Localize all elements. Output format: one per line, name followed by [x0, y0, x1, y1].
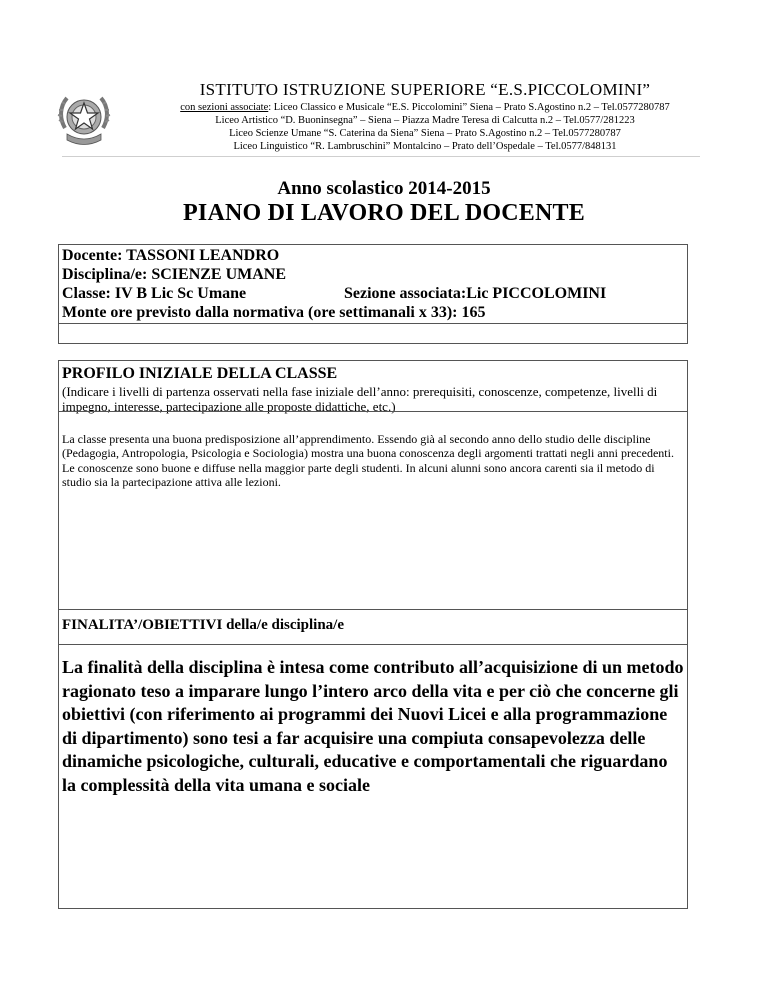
class-field: Classe: IV B Lic Sc Umane — [62, 285, 247, 302]
school-year: Anno scolastico 2014-2015 — [277, 178, 491, 199]
teacher-info-box — [58, 244, 688, 344]
class-profile-box — [58, 360, 688, 909]
profile-divider — [59, 411, 687, 412]
header-line-1 — [120, 101, 730, 115]
profile-heading: PROFILO INIZIALE DELLA CLASSE — [62, 365, 338, 382]
goals-text: La finalità della disciplina è intesa come contributo all’acquisizione di un metodo ragionato teso a imparare lungo l’intero arco della vita e per ciò che concerne gli obiettivi (con riferimento ai programmi dei Nuovi Licei e alla programmazione di dipartimento) sono tesi a far acquisire una compiuta consapevolezza delle dinamiche psicologiche, culturali, educative e comportamentali che riguardano la complessità della vita umana e sociale — [62, 657, 684, 795]
hours-field: Monte ore previsto dalla normativa (ore settimanali x 33): 165 — [62, 304, 486, 321]
teacher-field: Docente: TASSONI LEANDRO — [62, 247, 280, 264]
header-divider — [62, 156, 700, 157]
header-line-1-prefix: con sezioni associate — [180, 102, 269, 113]
discipline-field: Disciplina/e: SCIENZE UMANE — [62, 266, 287, 283]
institute-name: ISTITUTO ISTRUZIONE SUPERIORE “E.S.PICCOLOMINI” — [199, 80, 651, 99]
header-line-3: Liceo Scienze Umane “S. Caterina da Siena” Siena – Prato S.Agostino n.2 – Tel.0577280787 — [229, 128, 621, 139]
section-field: Sezione associata:Lic PICCOLOMINI — [344, 285, 607, 302]
goals-top-divider — [59, 609, 687, 610]
goals-divider — [59, 644, 687, 645]
profile-text: La classe presenta una buona predisposizione all’apprendimento. Essendo già al secondo anno dello studio delle discipline (Pedagogia, Antropologia, Psicologia e Sociologia) mostra una buona conoscenza degli argomenti trattati negli anni precedenti. Le conoscenze sono buone e diffuse nella maggior parte degli studenti. In alcuni alunni sono ancora carenti sia il metodo di studio sia la partecipazione attiva alle lezioni. — [62, 432, 674, 489]
header-line-4: Liceo Linguistico “R. Lambruschini” Montalcino – Prato dell’Ospedale – Tel.0577/848131 — [233, 141, 617, 152]
info-empty-row-divider — [59, 323, 687, 324]
goals-heading: FINALITA’/OBIETTIVI della/e disciplina/e — [62, 617, 344, 633]
italian-republic-emblem-icon — [55, 88, 113, 150]
header-line-1-rest: : Liceo Classico e Musicale “E.S. Piccolomini” Siena – Prato S.Agostino n.2 – Tel.0577280787 — [268, 102, 670, 113]
profile-instructions: (Indicare i livelli di partenza osservati nella fase iniziale dell’anno: prerequisiti, conoscenze, competenze, livelli di impegno, interesse, partecipazione alle proposte didattiche, etc.) — [62, 384, 658, 414]
class-row — [59, 285, 607, 302]
document-title: PIANO DI LAVORO DEL DOCENTE — [183, 200, 585, 226]
header-line-2: Liceo Artistico “D. Buoninsegna” – Siena – Piazza Madre Teresa di Calcutta n.2 – Tel.0577/281223 — [215, 115, 635, 126]
